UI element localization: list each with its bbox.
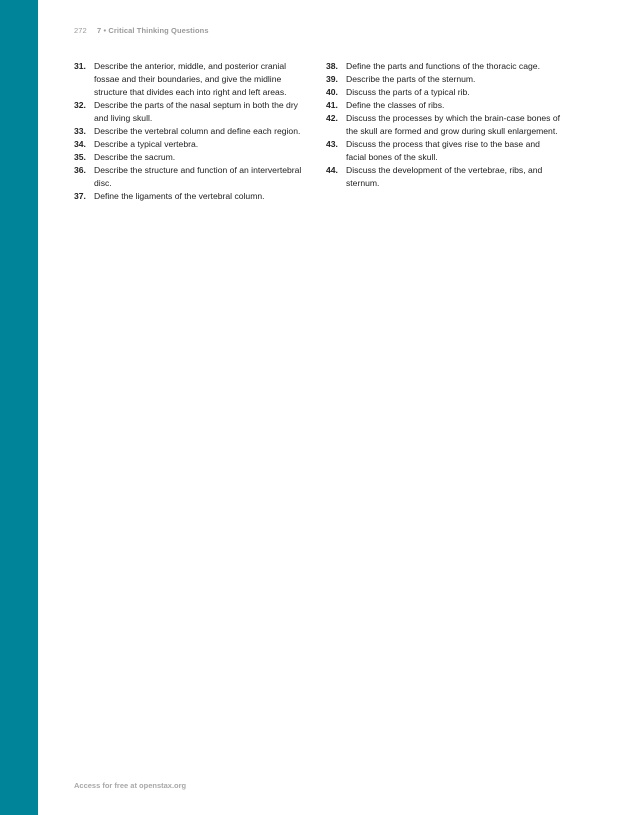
question-number: 31. bbox=[74, 61, 86, 71]
question-number: 43. bbox=[326, 139, 338, 149]
question-41 bbox=[326, 99, 562, 112]
question-number: 41. bbox=[326, 100, 338, 110]
question-text: Discuss the parts of a typical rib. bbox=[346, 87, 470, 97]
question-31 bbox=[74, 60, 306, 99]
question-number: 44. bbox=[326, 165, 338, 175]
question-number: 40. bbox=[326, 87, 338, 97]
question-text: Describe the parts of the sternum. bbox=[346, 74, 476, 84]
question-number: 34. bbox=[74, 139, 86, 149]
chapter-title: 7 • Critical Thinking Questions bbox=[97, 26, 209, 35]
question-number: 38. bbox=[326, 61, 338, 71]
question-text: Describe the sacrum. bbox=[94, 152, 176, 162]
question-number: 33. bbox=[74, 126, 86, 136]
question-number: 42. bbox=[326, 113, 338, 123]
question-40 bbox=[326, 86, 562, 99]
side-color-bar bbox=[0, 0, 38, 815]
question-33 bbox=[74, 125, 306, 138]
question-37 bbox=[74, 190, 306, 203]
question-text: Describe the structure and function of an intervertebral disc. bbox=[94, 165, 302, 188]
questions-left-column bbox=[74, 60, 306, 203]
question-text: Describe the anterior, middle, and posterior cranial fossae and their boundaries, and give the midline structure that divides each into right and left areas. bbox=[94, 61, 287, 97]
question-35 bbox=[74, 151, 306, 164]
question-42 bbox=[326, 112, 562, 138]
question-text: Describe a typical vertebra. bbox=[94, 139, 199, 149]
question-38 bbox=[326, 60, 562, 73]
question-number: 32. bbox=[74, 100, 86, 110]
question-text: Define the ligaments of the vertebral column. bbox=[94, 191, 265, 201]
question-text: Discuss the development of the vertebrae, ribs, and sternum. bbox=[346, 165, 543, 188]
question-text: Describe the parts of the nasal septum in both the dry and living skull. bbox=[94, 100, 298, 123]
question-text: Discuss the process that gives rise to the base and facial bones of the skull. bbox=[346, 139, 540, 162]
question-36 bbox=[74, 164, 306, 190]
question-39 bbox=[326, 73, 562, 86]
question-number: 36. bbox=[74, 165, 86, 175]
question-number: 39. bbox=[326, 74, 338, 84]
question-number: 37. bbox=[74, 191, 86, 201]
question-32 bbox=[74, 99, 306, 125]
question-34 bbox=[74, 138, 306, 151]
page-header bbox=[74, 26, 209, 35]
page-footer: Access for free at openstax.org bbox=[74, 781, 187, 790]
question-text: Define the classes of ribs. bbox=[346, 100, 445, 110]
question-text: Discuss the processes by which the brain-case bones of the skull are formed and grow during skull enlargement. bbox=[346, 113, 560, 136]
question-44 bbox=[326, 164, 562, 190]
question-text: Define the parts and functions of the thoracic cage. bbox=[346, 61, 540, 71]
page-number: 272 bbox=[74, 26, 87, 35]
question-text: Describe the vertebral column and define each region. bbox=[94, 126, 301, 136]
questions-right-column bbox=[326, 60, 562, 190]
question-43 bbox=[326, 138, 562, 164]
question-number: 35. bbox=[74, 152, 86, 162]
